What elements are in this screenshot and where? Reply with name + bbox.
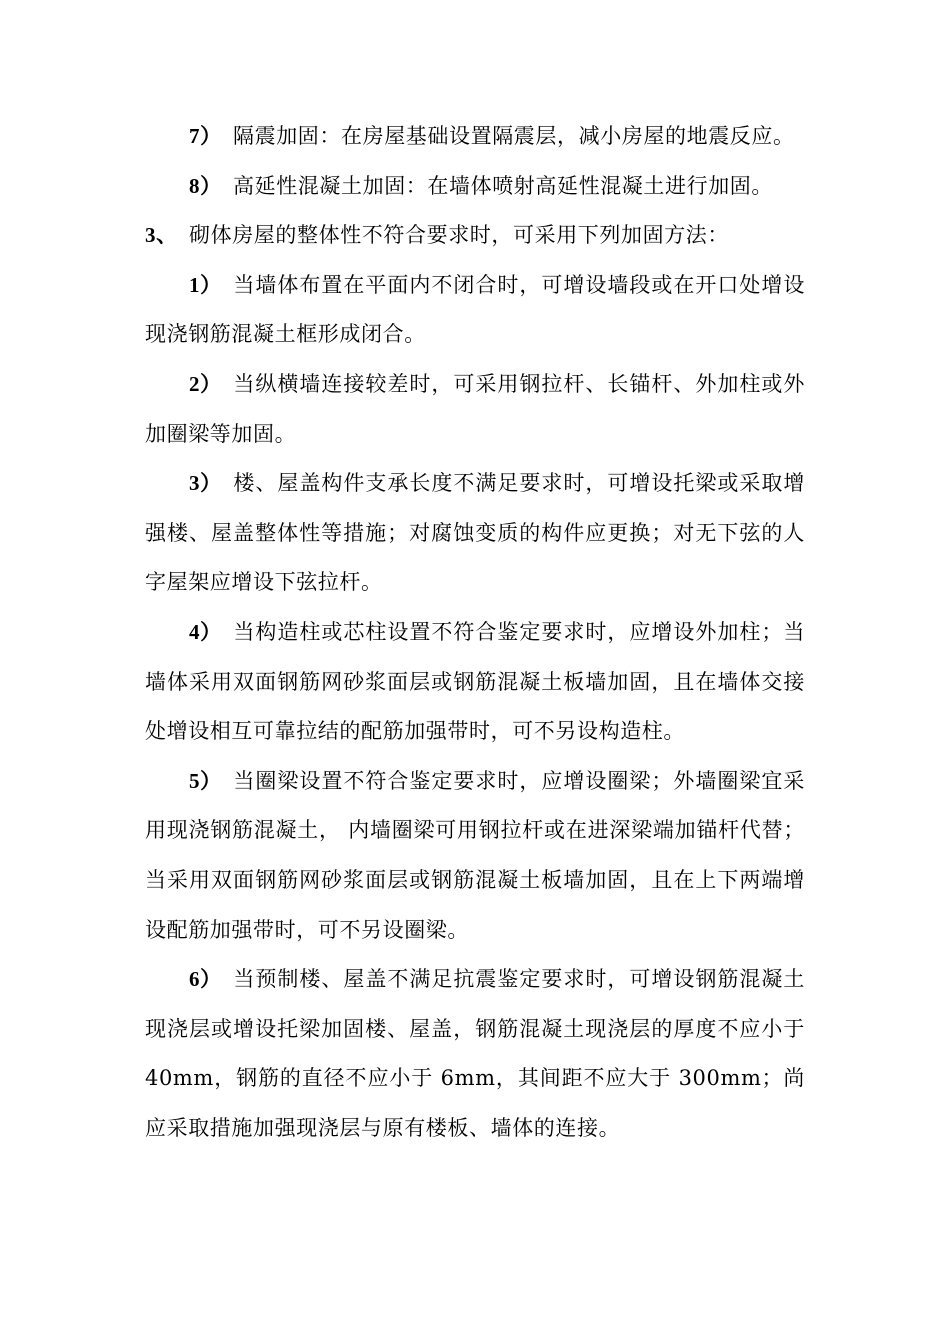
paragraph-text: 当圈梁设置不符合鉴定要求时，应增设圈梁；外墙圈梁宜采用现浇钢筋混凝土， 内墙圈梁可用钢拉杆或在进深梁端加锚杆代替；当采用双面钢筋网砂浆面层或钢筋混凝土板墙加固，且在上下两端增设配筋加强带时，可不另设圈梁。	[145, 768, 805, 942]
paragraph-text: 当预制楼、屋盖不满足抗震鉴定要求时，可增设钢筋混凝土现浇层或增设托梁加固楼、屋盖，钢筋混凝土现浇层的厚度不应小于 40mm，钢筋的直径不应小于 6mm，其间距不应大于 300mm；尚应采取措施加强现浇层与原有楼板、墙体的连接。	[145, 967, 805, 1140]
paragraph-text: 楼、屋盖构件支承长度不满足要求时，可增设托梁或采取增强楼、屋盖整体性等措施；对腐蚀变质的构件应更换；对无下弦的人字屋架应增设下弦拉杆。	[145, 471, 805, 595]
item-number: 7）	[189, 124, 222, 148]
item-number: 6）	[189, 967, 222, 992]
paragraph-item-3	[145, 459, 805, 608]
item-number: 2）	[189, 371, 222, 396]
paragraph-text: 当构造柱或芯柱设置不符合鉴定要求时，应增设外加柱；当墙体采用双面钢筋网砂浆面层或钢筋混凝土板墙加固，且在墙体交接处增设相互可靠拉结的配筋加强带时，可不另设构造柱。	[145, 619, 805, 744]
section-heading-3	[145, 211, 805, 261]
paragraph-item-8	[145, 162, 805, 212]
item-number: 3）	[189, 471, 222, 496]
paragraph-item-2	[145, 360, 805, 459]
item-number: 1）	[189, 272, 222, 297]
document-page	[145, 112, 805, 1153]
paragraph-item-7	[145, 112, 805, 162]
paragraph-item-5	[145, 757, 805, 955]
paragraph-text: 当纵横墙连接较差时，可采用钢拉杆、长锚杆、外加柱或外加圈梁等加固。	[145, 371, 805, 446]
item-number: 8）	[189, 173, 222, 198]
section-number: 3、	[145, 223, 178, 248]
item-number: 5）	[189, 768, 222, 793]
item-number: 4）	[189, 619, 222, 644]
paragraph-item-1	[145, 261, 805, 360]
paragraph-text: 高延性混凝土加固：在墙体喷射高延性混凝土进行加固。	[233, 173, 773, 198]
paragraph-item-4	[145, 608, 805, 757]
paragraph-item-6	[145, 955, 805, 1153]
paragraph-text: 隔震加固：在房屋基础设置隔震层，减小房屋的地震反应。	[233, 124, 795, 148]
paragraph-text: 当墙体布置在平面内不闭合时，可增设墙段或在开口处增设现浇钢筋混凝土框形成闭合。	[145, 272, 805, 347]
section-text: 砌体房屋的整体性不符合要求时，可采用下列加固方法：	[189, 223, 729, 248]
